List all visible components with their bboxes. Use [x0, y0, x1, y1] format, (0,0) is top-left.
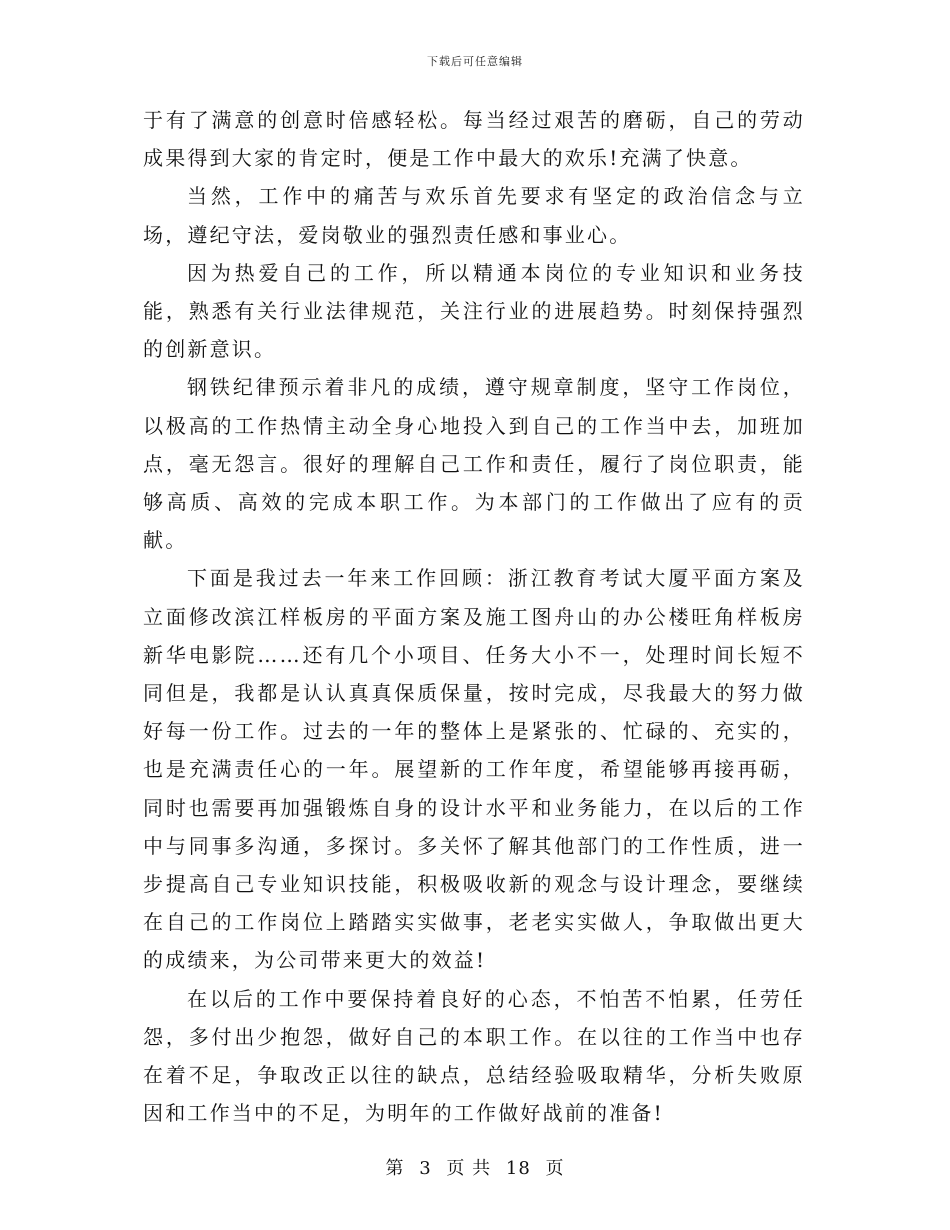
body-text: [143, 101, 805, 1132]
paragraph: 钢铁纪律预示着非凡的成绩，遵守规章制度，坚守工作岗位，以极高的工作热情主动全身心地投入到自己的工作当中去，加班加点，毫无怨言。很好的理解自己工作和责任，履行了岗位职责，能够高质、高效的完成本职工作。为本部门的工作做出了应有的贡献。: [143, 375, 805, 553]
paragraph-continuation: 于有了满意的创意时倍感轻松。每当经过艰苦的磨砺，自己的劳动成果得到大家的肯定时，便是工作中最大的欢乐!充满了快意。: [143, 108, 805, 171]
paragraph: 因为热爱自己的工作，所以精通本岗位的专业知识和业务技能，熟悉有关行业法律规范，关注行业的进展趋势。时刻保持强烈的创新意识。: [143, 260, 805, 362]
paragraph: 当然，工作中的痛苦与欢乐首先要求有坚定的政治信念与立场，遵纪守法，爱岗敬业的强烈责任感和事业心。: [143, 184, 805, 247]
current-page-number: 3: [419, 1158, 432, 1179]
header-note: 下载后可任意编辑: [427, 55, 523, 68]
page-prefix: 第: [385, 1158, 405, 1179]
page-number-footer: [0, 1154, 950, 1180]
paragraph: 在以后的工作中要保持着良好的心态，不怕苦不怕累，任劳任怨，多付出少抱怨，做好自己的本职工作。在以往的工作当中也存在着不足，争取改正以往的缺点，总结经验吸取精华，分析失败原因和工作当中的不足，为明年的工作做好战前的准备!: [143, 986, 805, 1126]
paragraph: 下面是我过去一年来工作回顾：浙江教育考试大厦平面方案及立面修改滨江样板房的平面方案及施工图舟山的办公楼旺角样板房新华电影院……还有几个小项目、任务大小不一，处理时间长短不同但是，我都是认认真真保质保量，按时完成，尽我最大的努力做好每一份工作。过去的一年的整体上是紧张的、忙碌的、充实的，也是充满责任心的一年。展望新的工作年度，希望能够再接再砺，同时也需要再加强锻炼自身的设计水平和业务能力，在以后的工作中与同事多沟通，多探讨。多关怀了解其他部门的工作性质，进一步提高自己专业知识技能，积极吸收新的观念与设计理念，要继续在自己的工作岗位上踏踏实实做事，老老实实做人，争取做出更大的成绩来，为公司带来更大的效益!: [143, 566, 805, 973]
total-pages-number: 18: [505, 1158, 531, 1179]
page-suffix: 页: [545, 1158, 565, 1179]
page-middle-text: 页 共: [446, 1158, 492, 1179]
